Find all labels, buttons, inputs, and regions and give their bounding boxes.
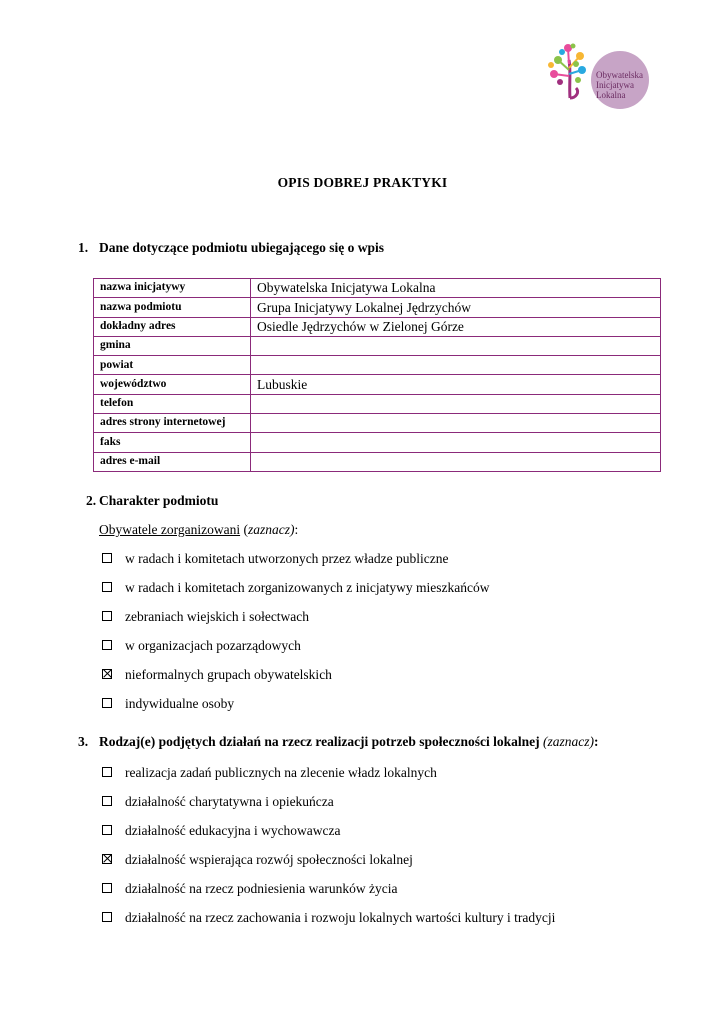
field-label: nazwa inicjatywy — [94, 279, 251, 298]
organization-logo — [542, 40, 657, 112]
section3-heading — [78, 734, 599, 750]
checkbox-option[interactable] — [102, 696, 234, 712]
checkbox-label: realizacja zadań publicznych na zlecenie władz lokalnych — [125, 765, 437, 780]
field-value — [251, 414, 661, 433]
field-value — [251, 356, 661, 375]
section2-number: 2. — [86, 493, 97, 508]
field-label: faks — [94, 433, 251, 452]
checkbox-label: nieformalnych grupach obywatelskich — [125, 667, 332, 682]
checkbox-empty-icon[interactable] — [102, 582, 112, 592]
section3-heading-italic: (zaznacz) — [543, 734, 595, 749]
checkbox-empty-icon[interactable] — [102, 912, 112, 922]
svg-text:Inicjatywa: Inicjatywa — [596, 80, 634, 90]
field-label: powiat — [94, 356, 251, 375]
table-row — [94, 394, 661, 413]
checkbox-option[interactable] — [102, 580, 490, 596]
section2-subtitle — [99, 522, 298, 538]
checkbox-label: w organizacjach pozarządowych — [125, 638, 301, 653]
field-label: województwo — [94, 375, 251, 394]
checkbox-empty-icon[interactable] — [102, 825, 112, 835]
checkbox-label: działalność edukacyjna i wychowawcza — [125, 823, 341, 838]
table-row — [94, 414, 661, 433]
checkbox-option[interactable] — [102, 551, 448, 567]
table-row — [94, 452, 661, 471]
checkbox-empty-icon[interactable] — [102, 553, 112, 563]
checkbox-option[interactable] — [102, 765, 437, 781]
field-value — [251, 433, 661, 452]
checkbox-label: zebraniach wiejskich i sołectwach — [125, 609, 310, 624]
checkbox-empty-icon[interactable] — [102, 796, 112, 806]
document-title: OPIS DOBREJ PRAKTYKI — [277, 175, 448, 190]
field-label: telefon — [94, 394, 251, 413]
subtitle-tail: : — [294, 522, 299, 537]
section1-heading — [78, 240, 384, 256]
checkbox-option[interactable] — [102, 852, 413, 868]
checkbox-label: działalność na rzecz podniesienia warunków życia — [125, 881, 398, 896]
section2-heading-text: Charakter podmiotu — [99, 493, 219, 508]
field-value — [251, 336, 661, 355]
subtitle-underlined: Obywatele zorganizowani — [99, 522, 241, 537]
checkbox-option[interactable] — [102, 667, 332, 683]
table-row — [94, 279, 661, 298]
table-row — [94, 375, 661, 394]
field-value: Obywatelska Inicjatywa Lokalna — [251, 279, 661, 298]
field-value: Grupa Inicjatywy Lokalnej Jędrzychów — [251, 298, 661, 317]
section3-number: 3. — [78, 734, 89, 749]
table-row — [94, 298, 661, 317]
checkbox-checked-icon[interactable] — [102, 669, 112, 679]
checkbox-label: działalność charytatywna i opiekuńcza — [125, 794, 334, 809]
checkbox-option[interactable] — [102, 910, 555, 926]
field-label: adres e-mail — [94, 452, 251, 471]
section3-heading-text: Rodzaj(e) podjętych działań na rzecz realizacji potrzeb społeczności lokalnej — [99, 734, 540, 749]
checkbox-label: indywidualne osoby — [125, 696, 235, 711]
svg-text:Lokalna: Lokalna — [596, 90, 626, 100]
section2-heading — [86, 493, 218, 509]
checkbox-option[interactable] — [102, 881, 398, 897]
subtitle-italic: zaznacz) — [247, 522, 295, 537]
checkbox-empty-icon[interactable] — [102, 611, 112, 621]
checkbox-empty-icon[interactable] — [102, 767, 112, 777]
checkbox-empty-icon[interactable] — [102, 883, 112, 893]
table-row — [94, 433, 661, 452]
field-value — [251, 452, 661, 471]
checkbox-option[interactable] — [102, 638, 301, 654]
field-label: adres strony internetowej — [94, 414, 251, 433]
table-row — [94, 356, 661, 375]
checkbox-label: w radach i komitetach utworzonych przez władze publiczne — [125, 551, 449, 566]
field-label: gmina — [94, 336, 251, 355]
section3-heading-tail: : — [594, 734, 599, 749]
entity-info-table — [93, 278, 661, 472]
checkbox-empty-icon[interactable] — [102, 698, 112, 708]
table-row — [94, 336, 661, 355]
checkbox-option[interactable] — [102, 794, 334, 810]
svg-text:Obywatelska: Obywatelska — [596, 70, 643, 80]
section1-heading-text: Dane dotyczące podmiotu ubiegającego się o wpis — [99, 240, 384, 255]
checkbox-label: działalność wspierająca rozwój społeczności lokalnej — [125, 852, 413, 867]
section1-number: 1. — [78, 240, 89, 255]
checkbox-option[interactable] — [102, 609, 309, 625]
checkbox-option[interactable] — [102, 823, 341, 839]
field-label: nazwa podmiotu — [94, 298, 251, 317]
field-label: dokładny adres — [94, 317, 251, 336]
subtitle-open: ( — [240, 522, 248, 537]
checkbox-checked-icon[interactable] — [102, 854, 112, 864]
field-value — [251, 394, 661, 413]
checkbox-label: w radach i komitetach zorganizowanych z inicjatywy mieszkańców — [125, 580, 490, 595]
checkbox-empty-icon[interactable] — [102, 640, 112, 650]
field-value: Osiedle Jędrzychów w Zielonej Górze — [251, 317, 661, 336]
field-value: Lubuskie — [251, 375, 661, 394]
checkbox-label: działalność na rzecz zachowania i rozwoju lokalnych wartości kultury i tradycji — [125, 910, 556, 925]
table-row — [94, 317, 661, 336]
